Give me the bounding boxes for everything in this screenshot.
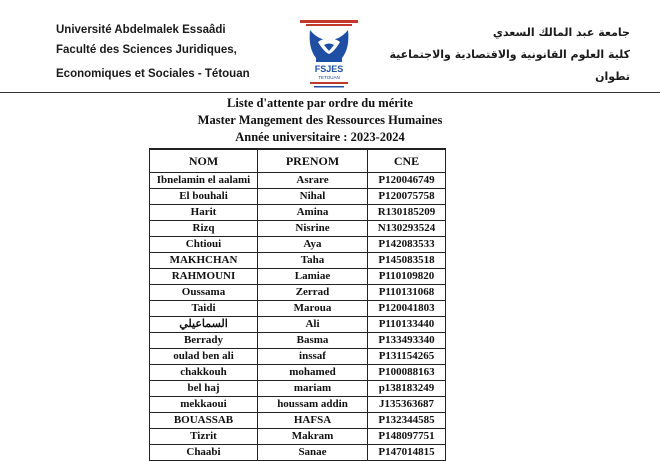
table-row (150, 253, 446, 269)
logo-text: FSJES (314, 64, 344, 74)
cell-cne: p138183249 (368, 381, 446, 397)
header-left-line-2: Faculté des Sciences Juridiques, (56, 44, 237, 56)
cell-cne: P133493340 (368, 333, 446, 349)
cell-cne: N130293524 (368, 221, 446, 237)
cell-nom: MAKHCHAN (150, 253, 258, 269)
cell-nom: BOUASSAB (150, 413, 258, 429)
table-row (150, 189, 446, 205)
table-row (150, 285, 446, 301)
header-right-line-2: كلية العلوم القانونية والاقتصادية والاجتماعية (389, 48, 630, 61)
cell-cne: P147014815 (368, 445, 446, 461)
column-header-nom: NOM (150, 149, 258, 173)
cell-prenom: houssam addin (258, 397, 368, 413)
cell-cne: J135363687 (368, 397, 446, 413)
table-row (150, 301, 446, 317)
cell-cne: P120046749 (368, 173, 446, 189)
table-row (150, 221, 446, 237)
cell-prenom: mariam (258, 381, 368, 397)
header-divider (0, 92, 660, 93)
cell-cne: P120041803 (368, 301, 446, 317)
table-header-row (150, 149, 446, 173)
header-left-line-3: Economiques et Sociales - Tétouan (56, 68, 250, 80)
bird-emblem-icon (296, 18, 362, 90)
cell-prenom: Basma (258, 333, 368, 349)
header-right-line-3: تطوان (595, 70, 630, 83)
university-name-ar (390, 22, 631, 88)
logo-subtext: TETOUAN (318, 75, 340, 80)
cell-nom: Ibnelamin el aalami (150, 173, 258, 189)
cell-prenom: Nihal (258, 189, 368, 205)
cell-cne: P110109820 (368, 269, 446, 285)
column-header-prenom: PRENOM (258, 149, 368, 173)
academic-year: Année universitaire : 2023-2024 (235, 130, 405, 144)
cell-nom: oulad ben ali (150, 349, 258, 365)
cell-nom: Oussama (150, 285, 258, 301)
cell-nom: El bouhali (150, 189, 258, 205)
cell-prenom: Aya (258, 237, 368, 253)
header-right-line-1: جامعة عبد المالك السعدي (492, 26, 630, 39)
cell-cne: P110133440 (368, 317, 446, 333)
cell-nom: RAHMOUNI (150, 269, 258, 285)
cell-cne: P100088163 (368, 365, 446, 381)
cell-nom: bel haj (150, 381, 258, 397)
cell-prenom: Ali (258, 317, 368, 333)
cell-nom: Tizrit (150, 429, 258, 445)
table-row (150, 397, 446, 413)
table-row (150, 413, 446, 429)
cell-prenom: Nisrine (258, 221, 368, 237)
column-header-cne: CNE (368, 149, 446, 173)
cell-nom: Rizq (150, 221, 258, 237)
cell-prenom: Sanae (258, 445, 368, 461)
table-row (150, 429, 446, 445)
cell-cne: P120075758 (368, 189, 446, 205)
cell-cne: P132344585 (368, 413, 446, 429)
cell-prenom: HAFSA (258, 413, 368, 429)
cell-prenom: mohamed (258, 365, 368, 381)
header-left-line-1: Université Abdelmalek Essaâdi (56, 24, 226, 36)
document-title: Liste d'attente par ordre du mérite (227, 96, 413, 110)
cell-nom: السماعيلي (150, 317, 258, 333)
table-row (150, 445, 446, 461)
cell-nom: Taidi (150, 301, 258, 317)
table-row (150, 317, 446, 333)
university-name-fr (56, 20, 250, 84)
cell-cne: P110131068 (368, 285, 446, 301)
cell-cne: P145083518 (368, 253, 446, 269)
waiting-list-table (149, 148, 446, 461)
table-row (150, 205, 446, 221)
table-row (150, 349, 446, 365)
cell-prenom: Lamiae (258, 269, 368, 285)
cell-nom: Chaabi (150, 445, 258, 461)
table-row (150, 381, 446, 397)
cell-cne: P131154265 (368, 349, 446, 365)
cell-prenom: Zerrad (258, 285, 368, 301)
cell-prenom: inssaf (258, 349, 368, 365)
cell-prenom: Asrare (258, 173, 368, 189)
cell-nom: Harit (150, 205, 258, 221)
cell-prenom: Makram (258, 429, 368, 445)
table-row (150, 269, 446, 285)
table-row (150, 173, 446, 189)
faculty-logo (296, 18, 362, 90)
cell-prenom: Amina (258, 205, 368, 221)
cell-cne: P148097751 (368, 429, 446, 445)
cell-nom: Chtioui (150, 237, 258, 253)
cell-cne: P142083533 (368, 237, 446, 253)
table-body (150, 173, 446, 461)
cell-prenom: Taha (258, 253, 368, 269)
cell-prenom: Maroua (258, 301, 368, 317)
document-titles (170, 95, 470, 146)
table-row (150, 333, 446, 349)
table-row (150, 365, 446, 381)
cell-nom: mekkaoui (150, 397, 258, 413)
cell-nom: Berrady (150, 333, 258, 349)
table-row (150, 237, 446, 253)
program-name: Master Mangement des Ressources Humaines (197, 113, 443, 127)
cell-cne: R130185209 (368, 205, 446, 221)
cell-nom: chakkouh (150, 365, 258, 381)
